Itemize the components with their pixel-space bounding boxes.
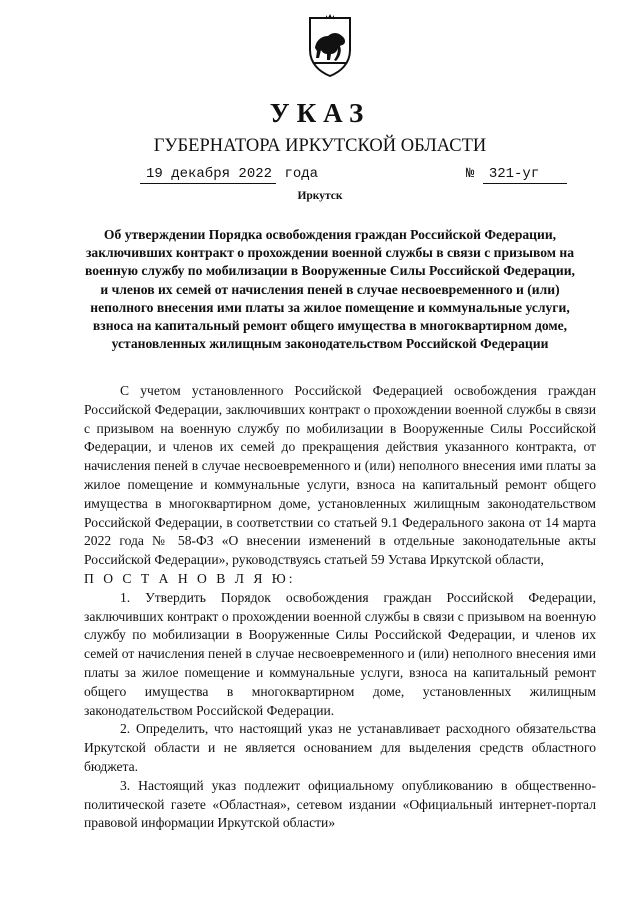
document-city: Иркутск [297,190,343,202]
document-body [84,382,596,833]
document-title: УКАЗ [269,98,371,128]
document-heading: Об утверждении Порядка освобождения граждан Российской Федерации, заключивших контракт о прохождении военной службы в связи с призывом на военную службу по мобилизации в Вооруженные Силы Российской Федерации, и членов их семей от начисления пеней в случае несвоевременного и (или) неполного внесения ими платы за жилое помещение и коммунальные услуги, взноса на капитальный ремонт общего имущества в многоквартирном доме, установленных жилищным законодательством Российской Федерации [85,227,575,352]
item-3-paragraph: 3. Настоящий указ подлежит официальному опубликованию в общественно-политической газете «Областная», сетевом издании «Официальный интернет-портал правовой информации Иркутской области» [84,777,596,831]
document-number [466,166,567,182]
preamble-paragraph: С учетом установленного Российской Федерацией освобождения граждан Российской Федерации, заключивших контракт о прохождении военной службы в связи с призывом на военную службу по мобилизации в Вооруженные Силы Российской Федерации, и членов их семей до прекращения действия указанного контракта, от начисления пеней в случае несвоевременного и (или) неполного внесения ими платы за жилое помещение и коммунальные услуги, взноса на капитальный ремонт общего имущества в многоквартирном доме, установленных жилищным законодательством Российской Федерации, в соответствии со статьей 9.1 Федерального закона от 14 марта 2022 года № 58-ФЗ «О внесении изменений в отдельные законодательные акты Российской Федерации», руководствуясь статьей 59 Устава Иркутской области, [84,383,596,568]
date-suffix: года [284,166,319,182]
number-value: 321-уг [483,166,567,184]
item-2-paragraph: 2. Определить, что настоящий указ не устанавливает расходного обязательства Иркутской области и не является основанием для выделения средств областного бюджета. [84,721,596,774]
irkutsk-coat-of-arms-icon [304,14,356,78]
document-date [140,166,318,182]
document-subtitle: ГУБЕРНАТОРА ИРКУТСКОЙ ОБЛАСТИ [153,136,487,156]
date-value: 19 декабря 2022 [140,166,276,184]
item-1-paragraph: 1. Утвердить Порядок освобождения граждан Российской Федерации, заключивших контракт о прохождении военной службы в связи с призывом на военную службу по мобилизации в Вооруженные Силы Российской Федерации, и членов их семей от начисления пеней в случае несвоевременного и (или) неполного внесения ими платы за жилое помещение и коммунальные услуги, взноса на капитальный ремонт общего имущества в многоквартирном доме, установленных жилищным законодательством Российской Федерации. [84,589,596,718]
decree-word: П О С Т А Н О В Л Я Ю: [84,570,296,586]
number-prefix: № [466,166,475,182]
